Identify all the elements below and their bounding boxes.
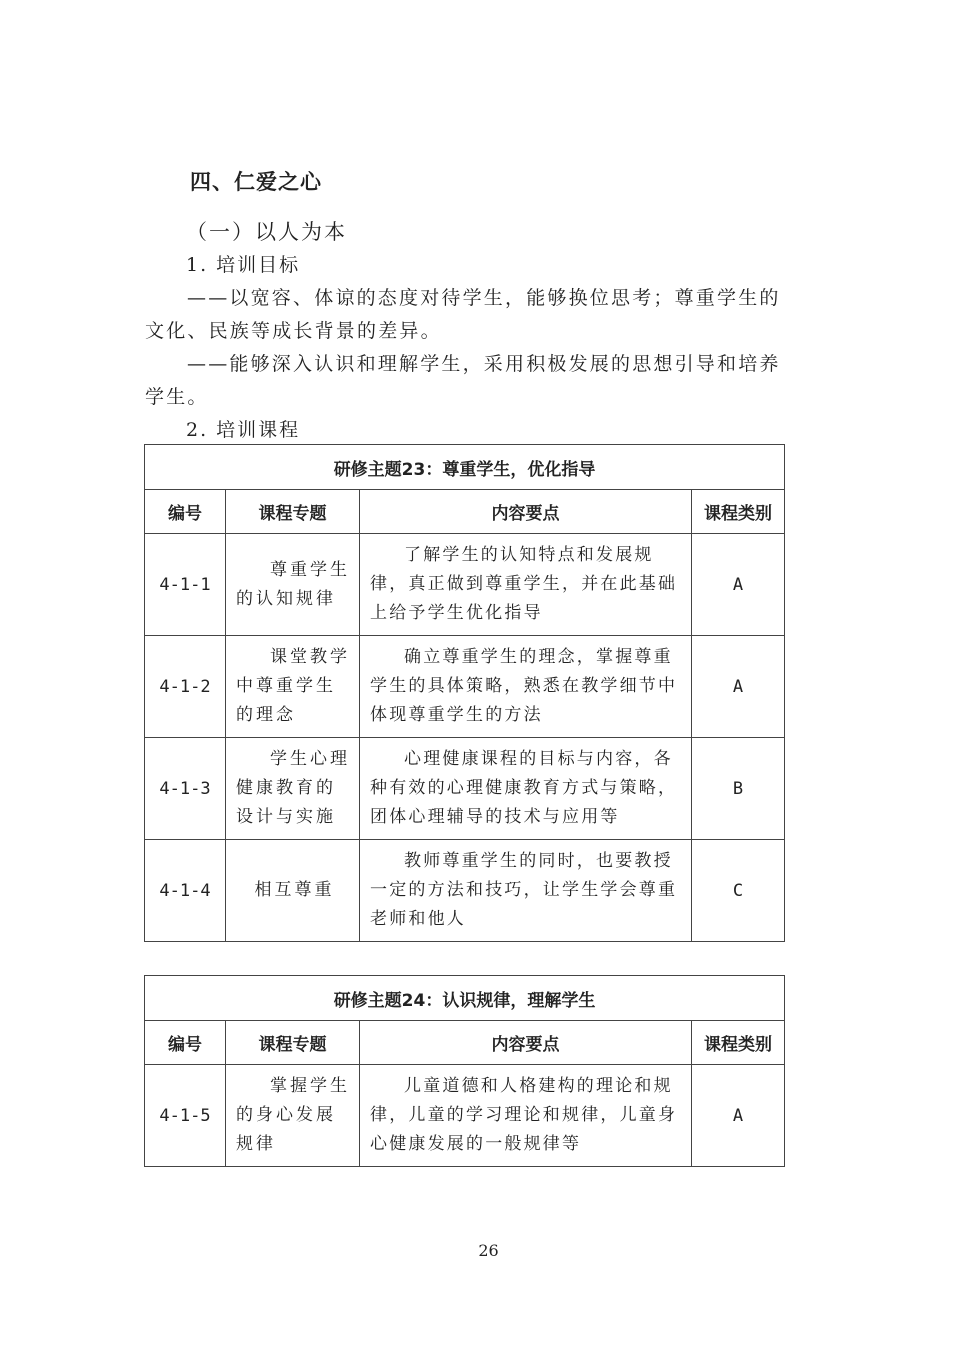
course-table-23 (144, 444, 785, 942)
table-title: 研修主题23：尊重学生，优化指导 (145, 445, 785, 490)
course-category: A (692, 534, 785, 636)
header-category: 课程类别 (692, 1021, 785, 1065)
course-topic-text: 掌握学生的身心发展规律 (236, 1076, 350, 1154)
table-row (145, 738, 785, 840)
header-topic: 课程专题 (226, 490, 360, 534)
page-number: 26 (478, 1241, 499, 1260)
course-content: 教师尊重学生的同时，也要教授一定的方法和技巧，让学生学会尊重老师和他人 (360, 840, 692, 942)
course-topic (226, 1065, 360, 1167)
header-topic: 课程专题 (226, 1021, 360, 1065)
table-title: 研修主题24：认识规律，理解学生 (145, 976, 785, 1021)
course-topic-text: 学生心理健康教育的设计与实施 (236, 749, 350, 827)
course-topic (226, 534, 360, 636)
course-category: A (692, 636, 785, 738)
course-topic: 相互尊重 (226, 840, 360, 942)
course-code: 4-1-3 (145, 738, 226, 840)
table-row (145, 840, 785, 942)
course-topic (226, 636, 360, 738)
header-category: 课程类别 (692, 490, 785, 534)
course-code: 4-1-4 (145, 840, 226, 942)
course-category: C (692, 840, 785, 942)
header-code: 编号 (145, 1021, 226, 1065)
course-content: 心理健康课程的目标与内容，各种有效的心理健康教育方式与策略，团体心理辅导的技术与应用等 (360, 738, 692, 840)
course-content: 确立尊重学生的理念，掌握尊重学生的具体策略，熟悉在教学细节中体现尊重学生的方法 (360, 636, 692, 738)
header-code: 编号 (145, 490, 226, 534)
subsection-title: （一）以人为本 (186, 220, 347, 244)
course-table-24 (144, 975, 785, 1167)
objective-paragraph-1: ——以宽容、体谅的态度对待学生，能够换位思考；尊重学生的文化、民族等成长背景的差异。 (145, 287, 781, 342)
table-row (145, 534, 785, 636)
header-content: 内容要点 (360, 1021, 692, 1065)
section-title: 四、仁爱之心 (190, 170, 322, 194)
course-topic-text: 课堂教学中尊重学生的理念 (236, 647, 350, 725)
course-category: A (692, 1065, 785, 1167)
course-category: B (692, 738, 785, 840)
course-code: 4-1-5 (145, 1065, 226, 1167)
course-topic-text: 尊重学生的认知规律 (236, 559, 350, 609)
course-content: 儿童道德和人格建构的理论和规律，儿童的学习理论和规律，儿童身心健康发展的一般规律等 (360, 1065, 692, 1167)
course-label: 2. 培训课程 (186, 419, 301, 441)
objective-label: 1. 培训目标 (186, 254, 301, 276)
table-row (145, 1065, 785, 1167)
course-code: 4-1-2 (145, 636, 226, 738)
course-content: 了解学生的认知特点和发展规律，真正做到尊重学生，并在此基础上给予学生优化指导 (360, 534, 692, 636)
header-content: 内容要点 (360, 490, 692, 534)
course-code: 4-1-1 (145, 534, 226, 636)
objective-paragraph-2: ——能够深入认识和理解学生，采用积极发展的思想引导和培养学生。 (145, 353, 781, 408)
course-topic (226, 738, 360, 840)
table-row (145, 636, 785, 738)
